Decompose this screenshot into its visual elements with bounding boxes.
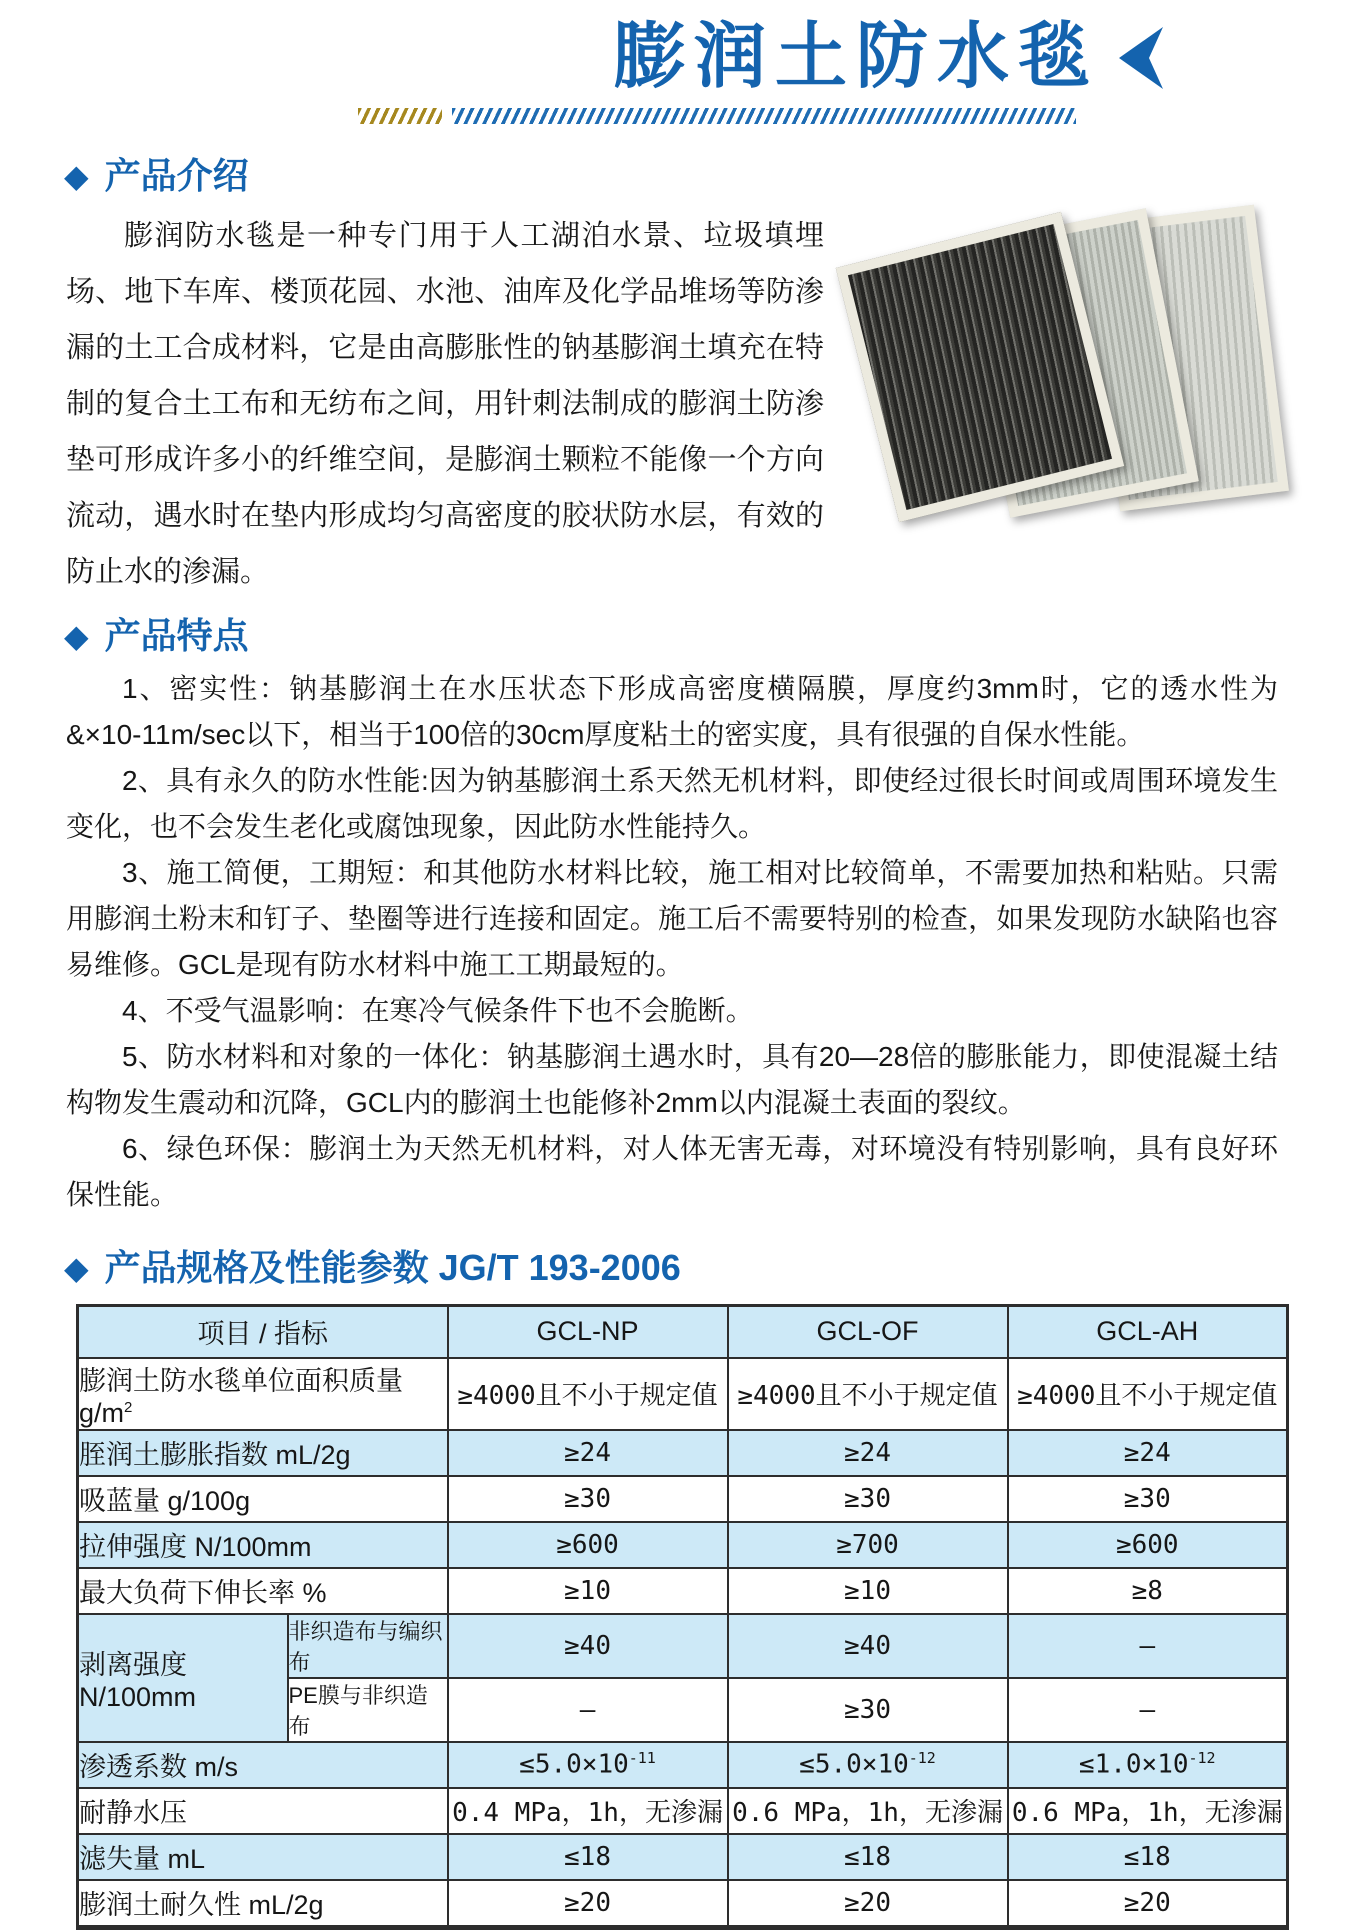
header-stripe-band [358, 108, 1348, 124]
page-title: 膨润土防水毯 [612, 17, 1099, 97]
spec-row-tensile [78, 1522, 1288, 1568]
spec-header-gcl-ah: GCL-AH [1008, 1305, 1288, 1358]
spec-cell: ≥30 [1008, 1476, 1288, 1522]
spec-cell: ≥40 [728, 1614, 1008, 1678]
feature-item: 3、施工简便，工期短：和其他防水材料比较，施工相对比较简单，不需要加热和粘贴。只需用膨润土粉末和钉子、垫圈等进行连接和固定。施工后不需要特别的检查，如果发现防水缺陷也容易维修。GCL是现有防水材料中施工工期最短的。 [66, 856, 1278, 980]
spec-label-peel: 剥离强度 N/100mm [78, 1614, 288, 1742]
spec-cell: $\le 1.0\times 10^{-12}$ [1008, 1742, 1288, 1788]
spec-cell: – [1008, 1678, 1288, 1742]
diamond-icon: ◆ [64, 1249, 89, 1286]
diamond-icon: ◆ [64, 617, 89, 654]
spec-label: 滤失量 mL [78, 1834, 448, 1880]
spec-cell: ≥600 [448, 1522, 728, 1568]
spec-cell: $\le 5.0\times 10^{-11}$ [448, 1742, 728, 1788]
spec-cell: 0.4 MPa，1h，无渗漏 [448, 1788, 728, 1834]
spec-cell: ≥24 [728, 1430, 1008, 1476]
intro-paragraph: 膨润防水毯是一种专门用于人工湖泊水景、垃圾填埋场、地下车库、楼顶花园、水池、油库及化学品堆场等防渗漏的土工合成材料，它是由高膨胀性的钠基膨润土填充在特制的复合土工布和无纺布之间，用针刺法制成的膨润土防渗垫可形成许多小的纤维空间，是膨润土颗粒不能像一个方向流动，遇水时在垫内形成均匀高密度的胶状防水层，有效的防止水的渗漏。 [66, 219, 824, 588]
features-list [66, 666, 1278, 1218]
spec-cell: ≥4000且不小于规定值 [728, 1358, 1008, 1430]
intro-body [66, 208, 1278, 600]
spec-row-permeability [78, 1742, 1288, 1788]
spec-cell: ≥30 [448, 1476, 728, 1522]
intro-heading-label: 产品介绍 [104, 154, 249, 196]
spec-label: 胵润土膨胀指数 mL/2g [78, 1430, 448, 1476]
spec-cell: ≥30 [728, 1678, 1008, 1742]
specs-heading-label: 产品规格及性能参数 JG/T 193-2006 [104, 1246, 681, 1288]
spec-cell: ≤18 [448, 1834, 728, 1880]
spec-label: 最大负荷下伸长率 % [78, 1568, 448, 1614]
features-heading [64, 614, 1348, 658]
page-header [0, 0, 1348, 96]
spec-header-gcl-of: GCL-OF [728, 1305, 1008, 1358]
spec-cell: ≥40 [448, 1614, 728, 1678]
spec-cell: ≥8 [1008, 1568, 1288, 1614]
spec-cell: ≥10 [728, 1568, 1008, 1614]
feature-item: 1、密实性：钠基膨润土在水压状态下形成高密度横隔膜，厚度约3mm时，它的透水性为&×10-11m/sec以下，相当于100倍的30cm厚度粘土的密实度，具有很强的自保水性能。 [66, 672, 1278, 750]
spec-row-unit-mass [78, 1358, 1288, 1430]
spec-header-item: 项目 / 指标 [78, 1305, 448, 1358]
spec-cell: ≥24 [1008, 1430, 1288, 1476]
product-photo-gcl-mats [858, 212, 1278, 512]
spec-cell: ≥10 [448, 1568, 728, 1614]
spec-label: 膨润土耐久性 mL/2g [78, 1880, 448, 1928]
spec-row-elongation [78, 1568, 1288, 1614]
spec-label: 吸蓝量 g/100g [78, 1476, 448, 1522]
spec-header-gcl-np: GCL-NP [448, 1305, 728, 1358]
spec-cell: ≥20 [1008, 1880, 1288, 1928]
spec-table [76, 1304, 1289, 1930]
spec-cell: ≥30 [728, 1476, 1008, 1522]
spec-cell: ≥24 [448, 1430, 728, 1476]
spec-row-fluid-loss [78, 1834, 1288, 1880]
spec-cell: ≤18 [728, 1834, 1008, 1880]
spec-row-hydrostatic [78, 1788, 1288, 1834]
spec-sublabel: 非织造布与编织布 [288, 1614, 448, 1678]
spec-cell: $\le 5.0\times 10^{-12}$ [728, 1742, 1008, 1788]
title-wrap [612, 17, 1163, 97]
spec-cell: ≥600 [1008, 1522, 1288, 1568]
spec-row-swell-index [78, 1430, 1288, 1476]
diamond-icon: ◆ [64, 157, 89, 194]
spec-cell: ≤18 [1008, 1834, 1288, 1880]
spec-header-row [78, 1305, 1288, 1358]
intro-heading [64, 154, 1348, 198]
title-arrow-icon [1119, 27, 1163, 89]
spec-row-peel-1 [78, 1614, 1288, 1678]
spec-cell: ≥20 [448, 1880, 728, 1928]
specs-heading [64, 1246, 1348, 1290]
spec-cell: – [1008, 1614, 1288, 1678]
stripe-blue [452, 108, 1076, 124]
spec-sublabel: PE膜与非织造布 [288, 1678, 448, 1742]
spec-cell: ≥700 [728, 1522, 1008, 1568]
feature-item: 6、绿色环保：膨润土为天然无机材料，对人体无害无毒，对环境没有特别影响，具有良好环保性能。 [66, 1132, 1278, 1210]
spec-cell: 0.6 MPa，1h，无渗漏 [1008, 1788, 1288, 1834]
feature-item: 4、不受气温影响：在寒冷气候条件下也不会脆断。 [122, 994, 754, 1026]
feature-item: 2、具有永久的防水性能:因为钠基膨润土系天然无机材料，即使经过很长时间或周围环境发生变化，也不会发生老化或腐蚀现象，因此防水性能持久。 [66, 764, 1278, 842]
spec-cell: ≥4000且不小于规定值 [1008, 1358, 1288, 1430]
spec-label: 拉伸强度 N/100mm [78, 1522, 448, 1568]
spec-label: 耐静水压 [78, 1788, 448, 1834]
spec-cell: ≥4000且不小于规定值 [448, 1358, 728, 1430]
spec-label: 渗透系数 m/s [78, 1742, 448, 1788]
spec-cell: ≥20 [728, 1880, 1008, 1928]
features-heading-label: 产品特点 [104, 614, 249, 656]
spec-cell: – [448, 1678, 728, 1742]
spec-row-durability [78, 1880, 1288, 1928]
spec-row-blue-absorption [78, 1476, 1288, 1522]
stripe-gold [358, 108, 442, 124]
spec-label: 膨润土防水毯单位面积质量 $g/m^2$ [78, 1358, 448, 1430]
spec-cell: 0.6 MPa，1h，无渗漏 [728, 1788, 1008, 1834]
feature-item: 5、防水材料和对象的一体化：钠基膨润土遇水时，具有20—28倍的膨胀能力，即使混凝土结构物发生震动和沉降，GCL内的膨润土也能修补2mm以内混凝土表面的裂纹。 [66, 1040, 1278, 1118]
